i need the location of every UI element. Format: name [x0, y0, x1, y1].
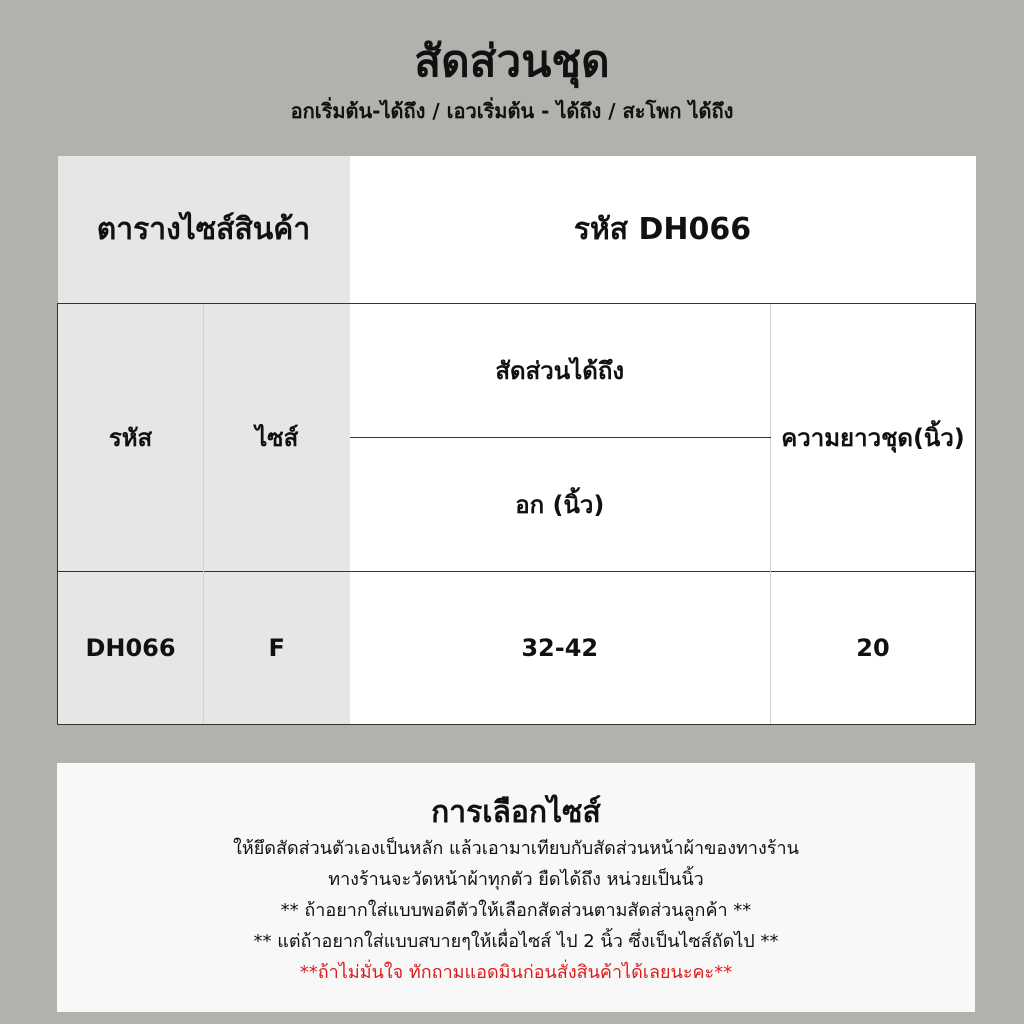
cell-size: F — [204, 572, 350, 725]
table-title-row — [58, 156, 976, 304]
cell-code: DH066 — [58, 572, 204, 725]
size-guide-line: ** ถ้าอยากใส่แบบพอดีตัวให้เลือกสัดส่วนตามสัดส่วนลูกค้า ** — [280, 900, 752, 921]
cell-length: 20 — [771, 572, 976, 725]
size-table — [57, 156, 975, 727]
size-guide-line: ให้ยึดสัดส่วนตัวเองเป็นหลัก แล้วเอามาเทียบกับสัดส่วนหน้าผ้าของทางร้าน — [233, 838, 799, 859]
column-header-chest: อก (นิ้ว) — [350, 438, 771, 572]
table-title: ตารางไซส์สินค้า — [58, 156, 350, 304]
page-subtitle: อกเริ่มต้น-ได้ถึง / เอวเริ่มต้น - ได้ถึง / สะโพก ได้ถึง — [290, 99, 734, 123]
column-header-row — [58, 304, 976, 438]
size-guide-line: ** แต่ถ้าอยากใส่แบบสบายๆให้เผื่อไซส์ ไป 2 นิ้ว ซึ่งเป็นไซส์ถัดไป ** — [253, 931, 779, 952]
cell-chest: 32-42 — [350, 572, 771, 725]
column-header-length: ความยาวชุด(นิ้ว) — [771, 304, 976, 572]
column-header-code: รหัส — [58, 304, 204, 572]
size-guide-box — [57, 763, 975, 1012]
product-code-heading: รหัส DH066 — [350, 156, 976, 304]
size-guide-title: การเลือกไซส์ — [431, 795, 601, 830]
size-guide-warning: **ถ้าไม่มั่นใจ ทักถามแอดมินก่อนสั่งสินค้าได้เลยนะคะ** — [299, 962, 733, 983]
page-title: สัดส่วนชุด — [414, 36, 610, 87]
column-header-size: ไซส์ — [204, 304, 350, 572]
size-guide-line: ทางร้านจะวัดหน้าผ้าทุกตัว ยืดได้ถึง หน่วยเป็นนิ้ว — [328, 869, 704, 890]
table-row — [58, 572, 976, 725]
column-header-stretch-group: สัดส่วนได้ถึง — [350, 304, 771, 438]
